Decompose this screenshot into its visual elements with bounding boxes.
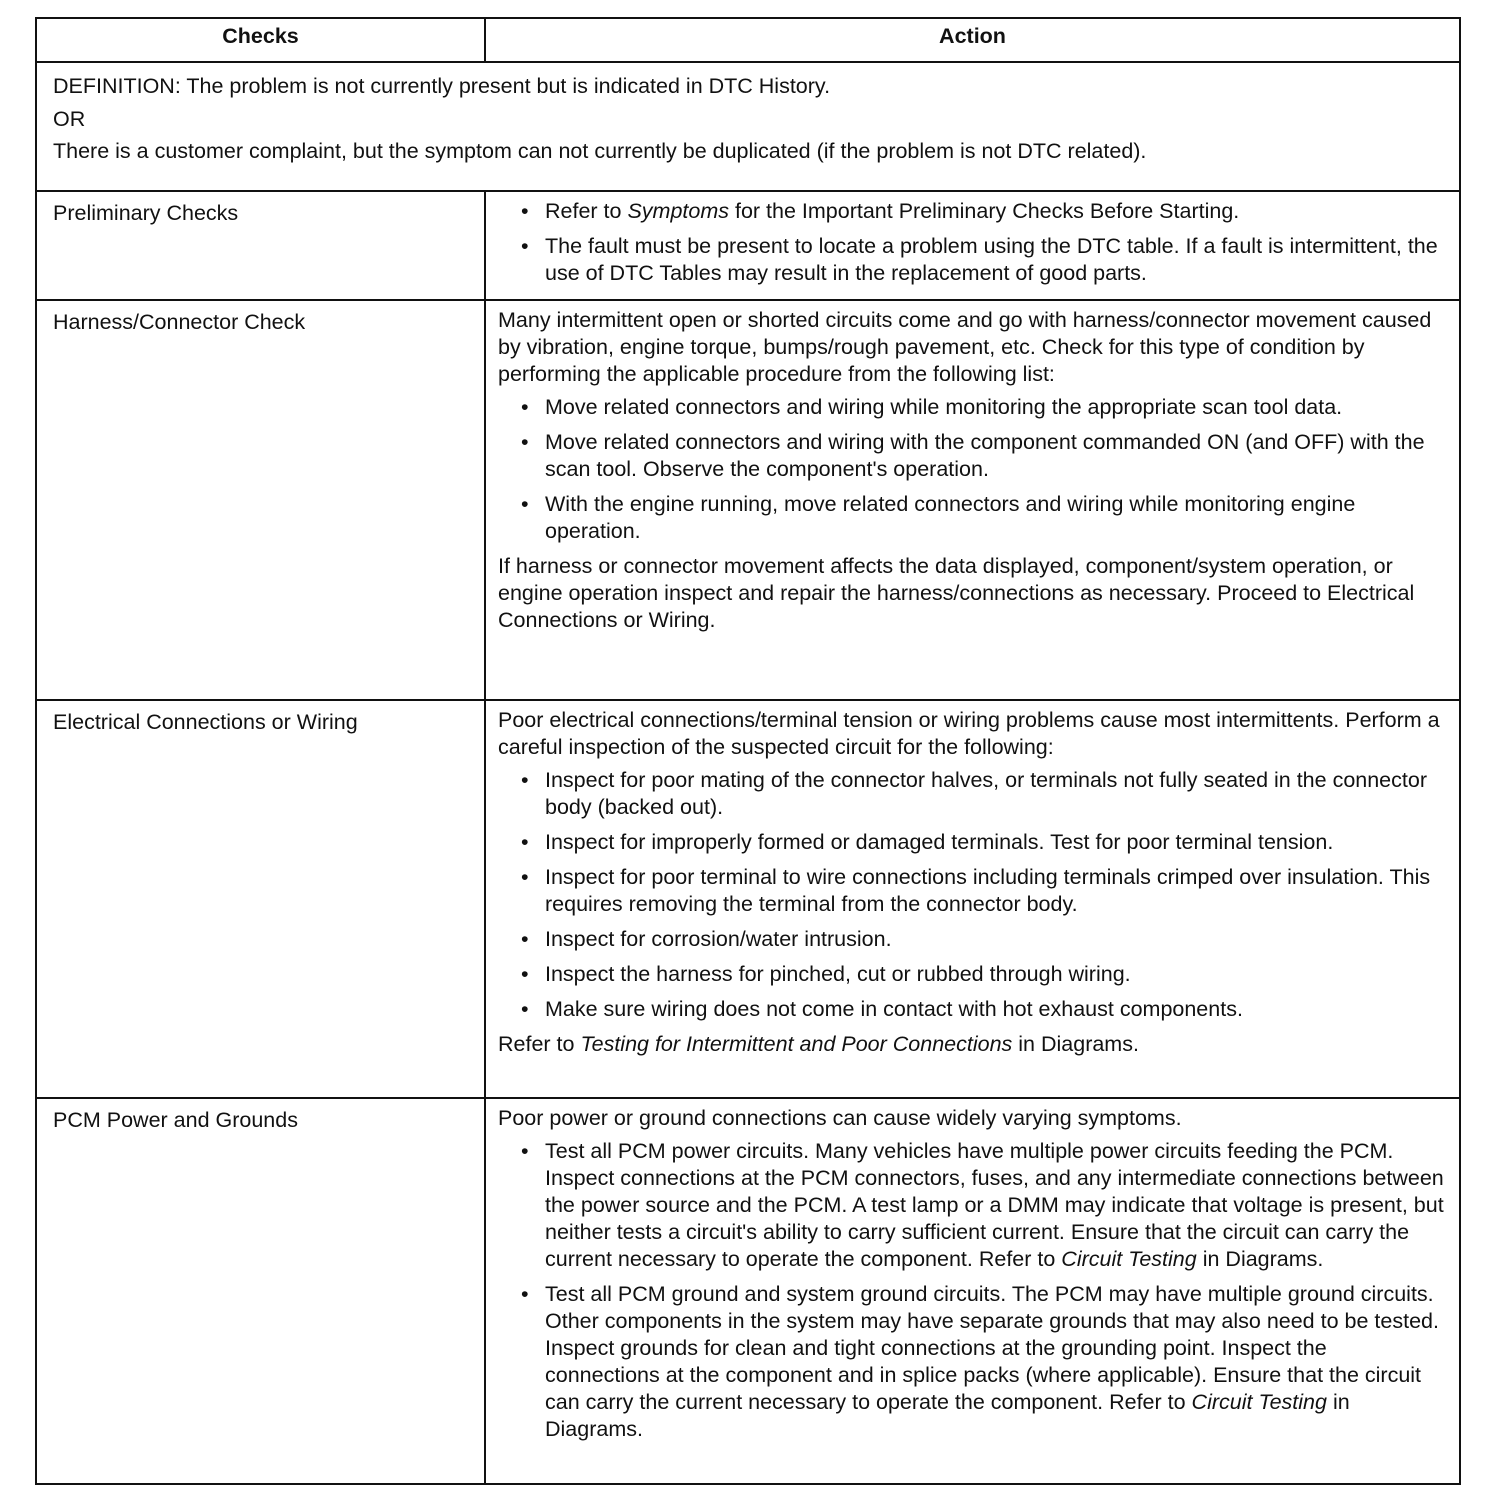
bullet-item: • Inspect the harness for pinched, cut or rubbed through wiring. — [545, 961, 1447, 988]
header-action: Action — [485, 18, 1460, 62]
action-cell — [485, 300, 1460, 700]
bullet-item: • Inspect for poor mating of the connector halves, or terminals not fully seated in the connector body (backed out). — [545, 767, 1447, 821]
table-row-pcm — [36, 1098, 1460, 1484]
check-label: Preliminary Checks — [36, 191, 485, 300]
action-intro: Many intermittent open or shorted circuits come and go with harness/connector movement caused by vibration, engine torque, bumps/rough pavement, etc. Check for this type of condition by performing the applicable procedure from the following list: — [498, 308, 1432, 386]
bullet-list — [498, 767, 1447, 1023]
emphasis-text: Circuit Testing — [1061, 1247, 1197, 1271]
bullet-item: • Inspect for corrosion/water intrusion. — [545, 926, 1447, 953]
emphasis-text: Circuit Testing — [1191, 1390, 1327, 1414]
bullet-item: • Inspect for improperly formed or damaged terminals. Test for poor terminal tension. — [545, 829, 1447, 856]
emphasis-text: Symptoms — [627, 199, 730, 223]
emphasis-text: Testing for Intermittent and Poor Connections — [580, 1032, 1013, 1056]
bullet-item: • Inspect for poor terminal to wire connections including terminals crimped over insulation. This requires removing the terminal from the connector body. — [545, 864, 1447, 918]
action-outro: If harness or connector movement affects the data displayed, component/system operation, or engine operation inspect and repair the harness/connections as necessary. Proceed to Electrical Connections or Wiring. — [498, 554, 1415, 632]
definition-text-2: There is a customer complaint, but the symptom can not currently be duplicated (if the problem is not DTC related). — [53, 139, 1147, 163]
action-intro: Poor electrical connections/terminal tension or wiring problems cause most intermittents. Perform a careful inspection of the suspected circuit for the following: — [498, 708, 1440, 759]
table-row-preliminary — [36, 191, 1460, 300]
action-cell — [485, 191, 1460, 300]
bullet-item: • Test all PCM power circuits. Many vehicles have multiple power circuits feeding the PCM. Inspect connections at the PCM connectors, fuses, and any intermediate connections between the power source and the PCM. A test lamp or a DMM may indicate that voltage is present, but neither tests a circuit's ability to carry sufficient current. Ensure that the circuit can carry the current necessary to operate the component. Refer to Circuit Testing in Diagrams. — [545, 1138, 1447, 1273]
header-row — [36, 18, 1460, 62]
bullet-list — [498, 1138, 1447, 1443]
action-cell — [485, 700, 1460, 1098]
definition-text: DEFINITION: The problem is not currently present but is indicated in DTC History. — [53, 74, 831, 98]
bullet-list — [498, 198, 1447, 287]
bullet-item: • With the engine running, move related connectors and wiring while monitoring engine operation. — [545, 491, 1447, 545]
table-row-harness — [36, 300, 1460, 700]
bullet-item: • Move related connectors and wiring while monitoring the appropriate scan tool data. — [545, 394, 1447, 421]
definition-cell — [36, 62, 1460, 191]
check-label: PCM Power and Grounds — [36, 1098, 485, 1484]
action-outro: Refer to Testing for Intermittent and Poor Connections in Diagrams. — [498, 1032, 1139, 1056]
header-checks: Checks — [36, 18, 485, 62]
bullet-item: • Move related connectors and wiring with the component commanded ON (and OFF) with the scan tool. Observe the component's operation. — [545, 429, 1447, 483]
bullet-item: • Refer to Symptoms for the Important Preliminary Checks Before Starting. — [545, 198, 1447, 225]
diagnostic-table — [35, 17, 1461, 1485]
bullet-item: • Test all PCM ground and system ground circuits. The PCM may have multiple ground circuits. Other components in the system may have separate grounds that may also need to be tested. Inspect grounds for clean and tight connections at the grounding point. Inspect the connections at the component and in splice packs (where applicable). Ensure that the circuit can carry the current necessary to operate the component. Refer to Circuit Testing in Diagrams. — [545, 1281, 1447, 1443]
table-row-electrical — [36, 700, 1460, 1098]
check-label: Harness/Connector Check — [36, 300, 485, 700]
check-label: Electrical Connections or Wiring — [36, 700, 485, 1098]
action-intro: Poor power or ground connections can cause widely varying symptoms. — [498, 1106, 1182, 1130]
bullet-item: • The fault must be present to locate a problem using the DTC table. If a fault is intermittent, the use of DTC Tables may result in the replacement of good parts. — [545, 233, 1447, 287]
definition-or: OR — [53, 107, 86, 131]
bullet-item: • Make sure wiring does not come in contact with hot exhaust components. — [545, 996, 1447, 1023]
bullet-list — [498, 394, 1447, 545]
definition-row — [36, 62, 1460, 191]
action-cell — [485, 1098, 1460, 1484]
